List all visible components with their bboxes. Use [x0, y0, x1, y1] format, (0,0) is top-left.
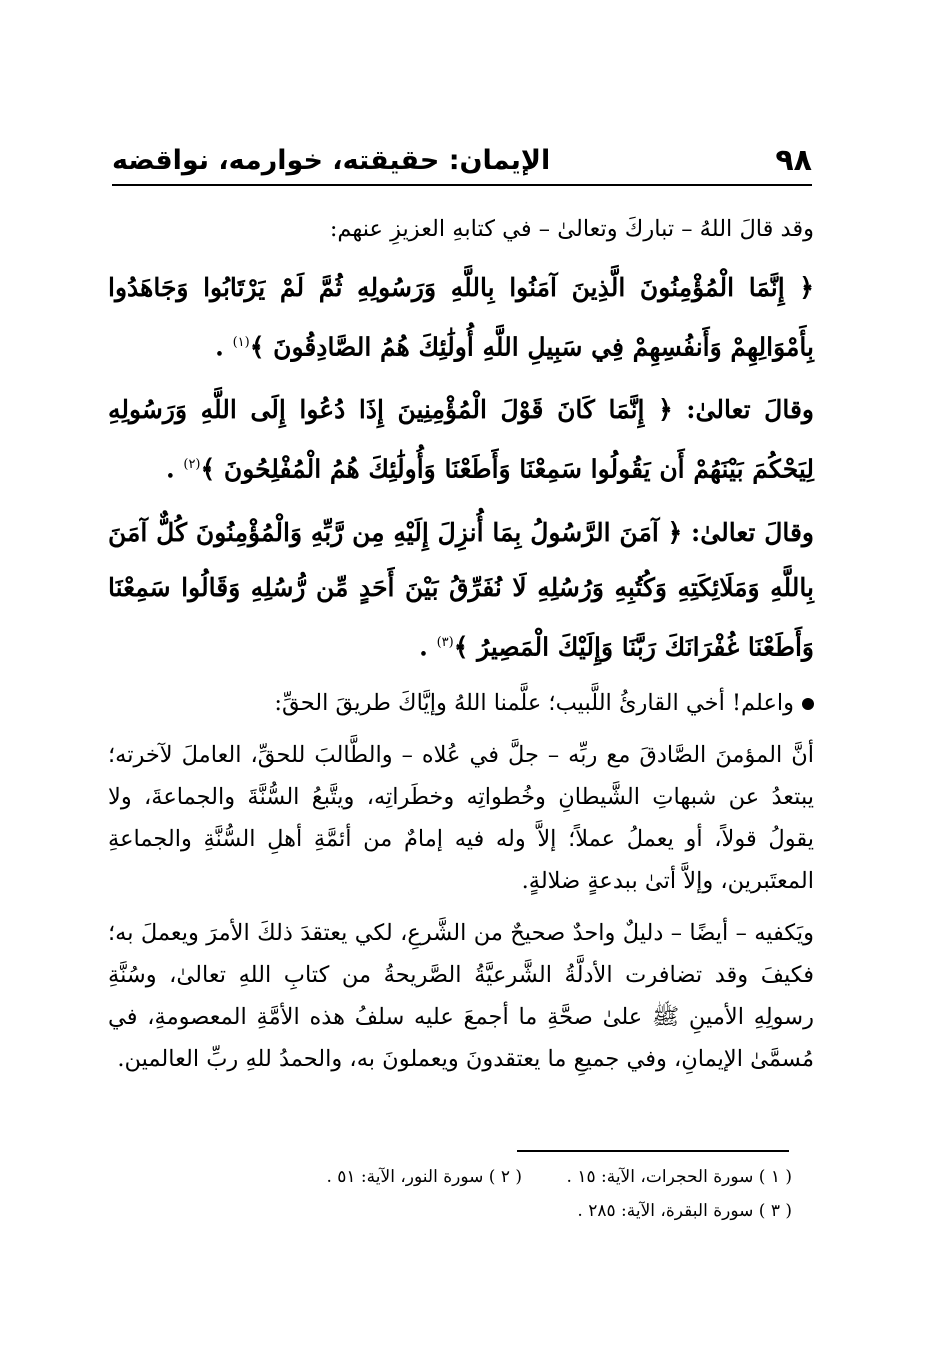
footnote-ref-3: (٣) [436, 634, 454, 650]
footnotes [200, 1160, 792, 1228]
running-head: الإيمان: حقيقته، خوارمه، نواقضه [112, 144, 551, 176]
intro-text: وقد قالَ اللهُ – تباركَ وتعالىٰ – في كتابهِ العزيزِ عنهم: [329, 216, 814, 242]
verse-baqarah: وقالَ تعالىٰ: ﴿ آمَنَ الرَّسُولُ بِمَا أُنزِلَ إِلَيْهِ مِن رَّبِّهِ وَالْمُؤْمِنُونَ كُلٌّ آمَنَ بِاللَّهِ وَمَلَائِكَتِهِ وَكُتُبِهِ وَرُسُلِهِ لَا نُفَرِّقُ بَيْنَ أَحَدٍ مِّن رُّسُلِهِ وَقَالُوا سَمِعْنَا وَأَطَعْنَا غُفْرَانَكَ رَبَّنَا وَإِلَيْكَ الْمَصِيرُ ﴾$^{(٣)}$ . [108, 517, 814, 661]
verse-text: ﴿ إِنَّمَا الْمُؤْمِنُونَ الَّذِينَ آمَنُوا بِاللَّهِ وَرَسُولِهِ ثُمَّ لَمْ يَرْتَابُوا وَجَاهَدُوا بِأَمْوَالِهِمْ وَأَنفُسِهِمْ فِي سَبِيلِ اللَّهِ أُولَٰئِكَ هُمُ الصَّادِقُونَ ﴾ [108, 273, 814, 362]
bullet-text: واعلم! أخي القارئُ اللَّبيب؛ علَّمنا اللهُ وإيَّاكَ طريقَ الحقِّ: [274, 689, 794, 716]
footnote-row [200, 1160, 792, 1194]
verse-text: وقالَ تعالىٰ: ﴿ آمَنَ الرَّسُولُ بِمَا أُنزِلَ إِلَيْهِ مِن رَّبِّهِ وَالْمُؤْمِنُونَ كُلٌّ آمَنَ بِاللَّهِ وَمَلَائِكَتِهِ وَكُتُبِهِ وَرُسُلِهِ لَا نُفَرِّقُ بَيْنَ أَحَدٍ مِّن رُّسُلِهِ وَقَالُوا سَمِعْنَا وَأَطَعْنَا غُفْرَانَكَ رَبَّنَا وَإِلَيْكَ الْمَصِيرُ ﴾ [108, 517, 814, 661]
footnote-2: ( ٢ ) سورة النور، الآية: ٥١ . [326, 1167, 522, 1187]
paragraph-evidence [108, 912, 814, 1080]
paragraph-believer [108, 734, 814, 902]
bullet-paragraph [108, 682, 814, 724]
page-number: ٩٨ [775, 142, 812, 178]
verse-hujurat: ﴿ إِنَّمَا الْمُؤْمِنُونَ الَّذِينَ آمَنُوا بِاللَّهِ وَرَسُولِهِ ثُمَّ لَمْ يَرْتَابُوا وَجَاهَدُوا بِأَمْوَالِهِمْ وَأَنفُسِهِمْ فِي سَبِيلِ اللَّهِ أُولَٰئِكَ هُمُ الصَّادِقُونَ ﴾$^{(١)}$ . [108, 273, 814, 362]
footnote-3: ( ٣ ) سورة البقرة، الآية: ٢٨٥ . [577, 1201, 792, 1221]
footnote-row [200, 1194, 792, 1228]
paragraph-text: أنَّ المؤمنَ الصَّادقَ مع ربِّه – جلَّ في عُلاه – والطَّالبَ للحقِّ، العاملَ لآخرته؛ يبتعدُ عن شبهاتِ الشَّيطانِ وخُطواتِه وخطَراتِه، ويتَّبعُ السُّنَّةَ والجماعةَ، ولا يقولُ قولاً، أو يعملُ عملاً؛ إلاَّ وله فيه إمامٌ من أئمَّةِ أهلِ السُّنَّةِ والجماعةِ المعتَبرين، وإلاَّ أتىٰ ببدعةٍ ضلالةٍ. [108, 741, 814, 894]
body-text [108, 208, 814, 1090]
bullet-icon [802, 698, 814, 710]
footnote-rule [517, 1150, 789, 1152]
footnote-ref-1: (١) [232, 335, 250, 350]
footnote-ref-2: (٢) [183, 457, 201, 473]
header-rule [112, 184, 812, 186]
page-header [112, 138, 812, 182]
verse-text: وقالَ تعالىٰ: ﴿ إِنَّمَا كَانَ قَوْلَ الْمُؤْمِنِينَ إِذَا دُعُوا إِلَى اللَّهِ وَرَسُولِهِ لِيَحْكُمَ بَيْنَهُمْ أَن يَقُولُوا سَمِعْنَا وَأَطَعْنَا وَأُولَٰئِكَ هُمُ الْمُفْلِحُونَ ﴾ [108, 395, 814, 484]
footnote-1: ( ١ ) سورة الحجرات، الآية: ١٥ . [566, 1167, 792, 1187]
verse-nur: وقالَ تعالىٰ: ﴿ إِنَّمَا كَانَ قَوْلَ الْمُؤْمِنِينَ إِذَا دُعُوا إِلَى اللَّهِ وَرَسُولِهِ لِيَحْكُمَ بَيْنَهُمْ أَن يَقُولُوا سَمِعْنَا وَأَطَعْنَا وَأُولَٰئِكَ هُمُ الْمُفْلِحُونَ ﴾$^{(٢)}$ . [108, 395, 814, 484]
paragraph-text: ويَكفيه – أيضًا – دليلٌ واحدٌ صحيحٌ من الشَّرعِ، لكي يعتقدَ ذلكَ الأمرَ ويعملَ به؛ فكيفَ وقد تضافرت الأدلَّةُ الشَّرعيَّةُ الصَّريحةُ من كتابِ اللهِ تعالىٰ، وسُنَّةِ رسولِهِ الأمينِ ﷺ علىٰ صحَّةِ ما أجمعَ عليه سلفُ هذه الأمَّةِ المعصومةِ، في مُسمَّىٰ الإيمانِ، وفي جميعِ ما يعتقدونَ ويعملونَ به، والحمدُ للهِ ربِّ العالمين. [108, 919, 814, 1072]
intro-paragraph [108, 208, 814, 250]
